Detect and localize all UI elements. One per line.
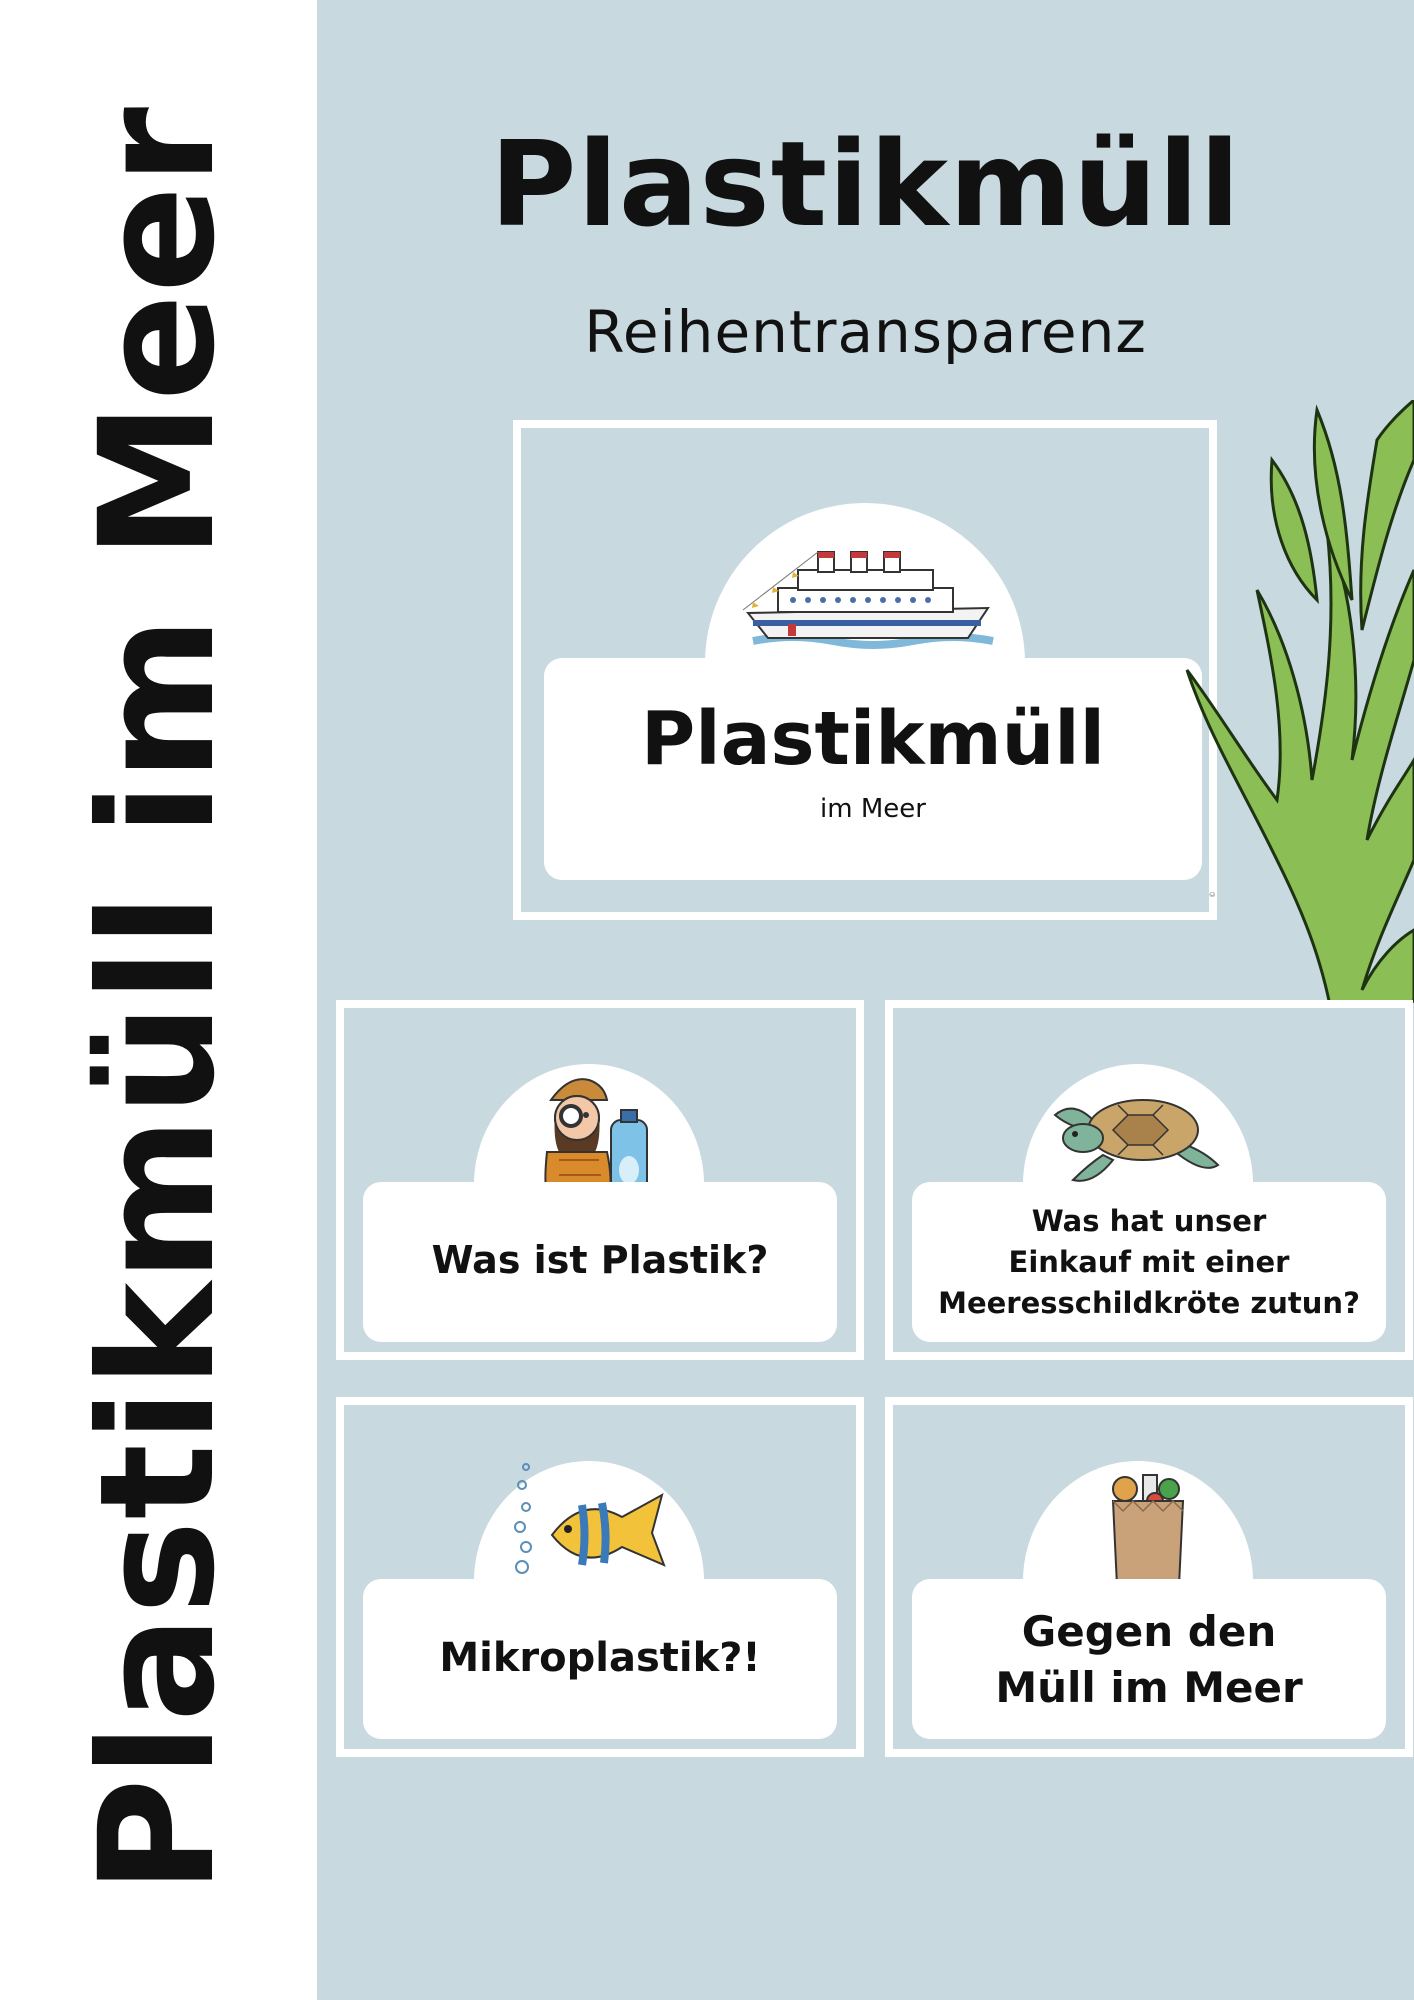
card-main-title: Plastikmüll (640, 696, 1106, 782)
grocery-bag-icon (1103, 1471, 1193, 1591)
card3-panel (363, 1579, 837, 1739)
spine (0, 0, 317, 2000)
page-title: Plastikmüll (490, 115, 1241, 253)
cruise-ship-icon (733, 538, 1003, 658)
card2-line3: Meeresschildkröte zutun? (938, 1286, 1360, 1320)
card1-panel (363, 1182, 837, 1342)
card2-line2: Einkauf mit einer (1008, 1245, 1290, 1279)
cover-area (317, 0, 1414, 2000)
spine-title: Plastikmüll im Meer (66, 105, 250, 1895)
fish-icon (512, 1455, 672, 1585)
card-what-is-plastic (336, 1000, 864, 1360)
card-shopping-turtle (885, 1000, 1413, 1360)
credit-mark: © (1209, 891, 1217, 898)
card-main-panel (544, 658, 1202, 880)
card-microplastic (336, 1397, 864, 1757)
card2-line1: Was hat unser (1031, 1204, 1267, 1238)
card4-line2: Müll im Meer (995, 1663, 1303, 1712)
card4-line1: Gegen den (1021, 1607, 1277, 1656)
card2-panel (912, 1182, 1386, 1342)
card-main (513, 420, 1217, 920)
card4-panel (912, 1579, 1386, 1739)
card-against-waste (885, 1397, 1413, 1757)
detective-girl-with-bottle-icon (529, 1070, 659, 1200)
card3-text: Mikroplastik?! (439, 1635, 761, 1681)
card1-text: Was ist Plastik? (431, 1238, 769, 1282)
seaweed-icon (1177, 400, 1414, 1060)
page-subtitle: Reihentransparenz (584, 298, 1147, 366)
card-main-subtitle: im Meer (820, 794, 926, 824)
sea-turtle-icon (1053, 1080, 1223, 1190)
